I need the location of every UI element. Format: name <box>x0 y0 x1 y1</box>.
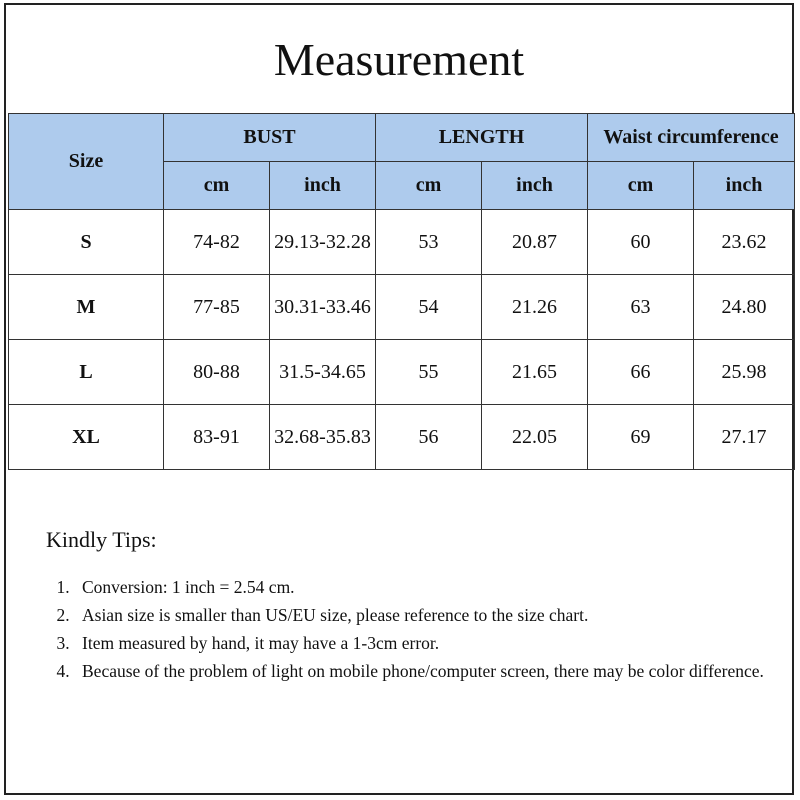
table-row <box>9 405 795 470</box>
table-cell: 30.31-33.46 <box>270 275 376 340</box>
table-cell: 29.13-32.28 <box>270 210 376 275</box>
table-cell: 22.05 <box>482 405 588 470</box>
table-row <box>9 275 795 340</box>
table-cell: 24.80 <box>694 275 795 340</box>
table-cell: 23.62 <box>694 210 795 275</box>
unit-header: inch <box>694 162 795 210</box>
group-header-length: LENGTH <box>376 114 588 162</box>
unit-header: cm <box>376 162 482 210</box>
size-cell: L <box>9 340 164 405</box>
table-cell: 66 <box>588 340 694 405</box>
size-chart-frame <box>4 3 794 795</box>
group-header-bust: BUST <box>164 114 376 162</box>
table-cell: 53 <box>376 210 482 275</box>
table-cell: 27.17 <box>694 405 795 470</box>
table-cell: 25.98 <box>694 340 795 405</box>
unit-header: inch <box>482 162 588 210</box>
tips-title: Kindly Tips: <box>46 527 157 552</box>
table-cell: 32.68-35.83 <box>270 405 376 470</box>
table-cell: 21.65 <box>482 340 588 405</box>
table-body <box>9 210 795 470</box>
table-cell: 20.87 <box>482 210 588 275</box>
table-cell: 54 <box>376 275 482 340</box>
table-cell: 74-82 <box>164 210 270 275</box>
group-header-waist: Waist circumference <box>588 114 795 162</box>
unit-header: inch <box>270 162 376 210</box>
table-cell: 77-85 <box>164 275 270 340</box>
page-title: Measurement <box>273 33 525 85</box>
tips-list <box>46 573 766 685</box>
table-cell: 60 <box>588 210 694 275</box>
table-cell: 21.26 <box>482 275 588 340</box>
table-cell: 63 <box>588 275 694 340</box>
table-row <box>9 210 795 275</box>
size-cell: XL <box>9 405 164 470</box>
tip-item: 1. Conversion: 1 inch = 2.54 cm. <box>74 573 766 601</box>
size-header: Size <box>9 114 164 210</box>
table-cell: 69 <box>588 405 694 470</box>
tip-item: 2. Asian size is smaller than US/EU size, please reference to the size chart. <box>74 601 766 629</box>
table-cell: 83-91 <box>164 405 270 470</box>
table-cell: 80-88 <box>164 340 270 405</box>
measurement-table <box>8 113 795 470</box>
tips-section <box>46 527 766 685</box>
table-cell: 55 <box>376 340 482 405</box>
tip-item: 3. Item measured by hand, it may have a 1-3cm error. <box>74 629 766 657</box>
size-cell: M <box>9 275 164 340</box>
table-cell: 31.5-34.65 <box>270 340 376 405</box>
tip-item: 4. Because of the problem of light on mobile phone/computer screen, there may be color difference. <box>74 657 766 685</box>
unit-header: cm <box>588 162 694 210</box>
unit-header: cm <box>164 162 270 210</box>
size-cell: S <box>9 210 164 275</box>
table-cell: 56 <box>376 405 482 470</box>
table-row <box>9 340 795 405</box>
table-header-row <box>9 114 795 162</box>
